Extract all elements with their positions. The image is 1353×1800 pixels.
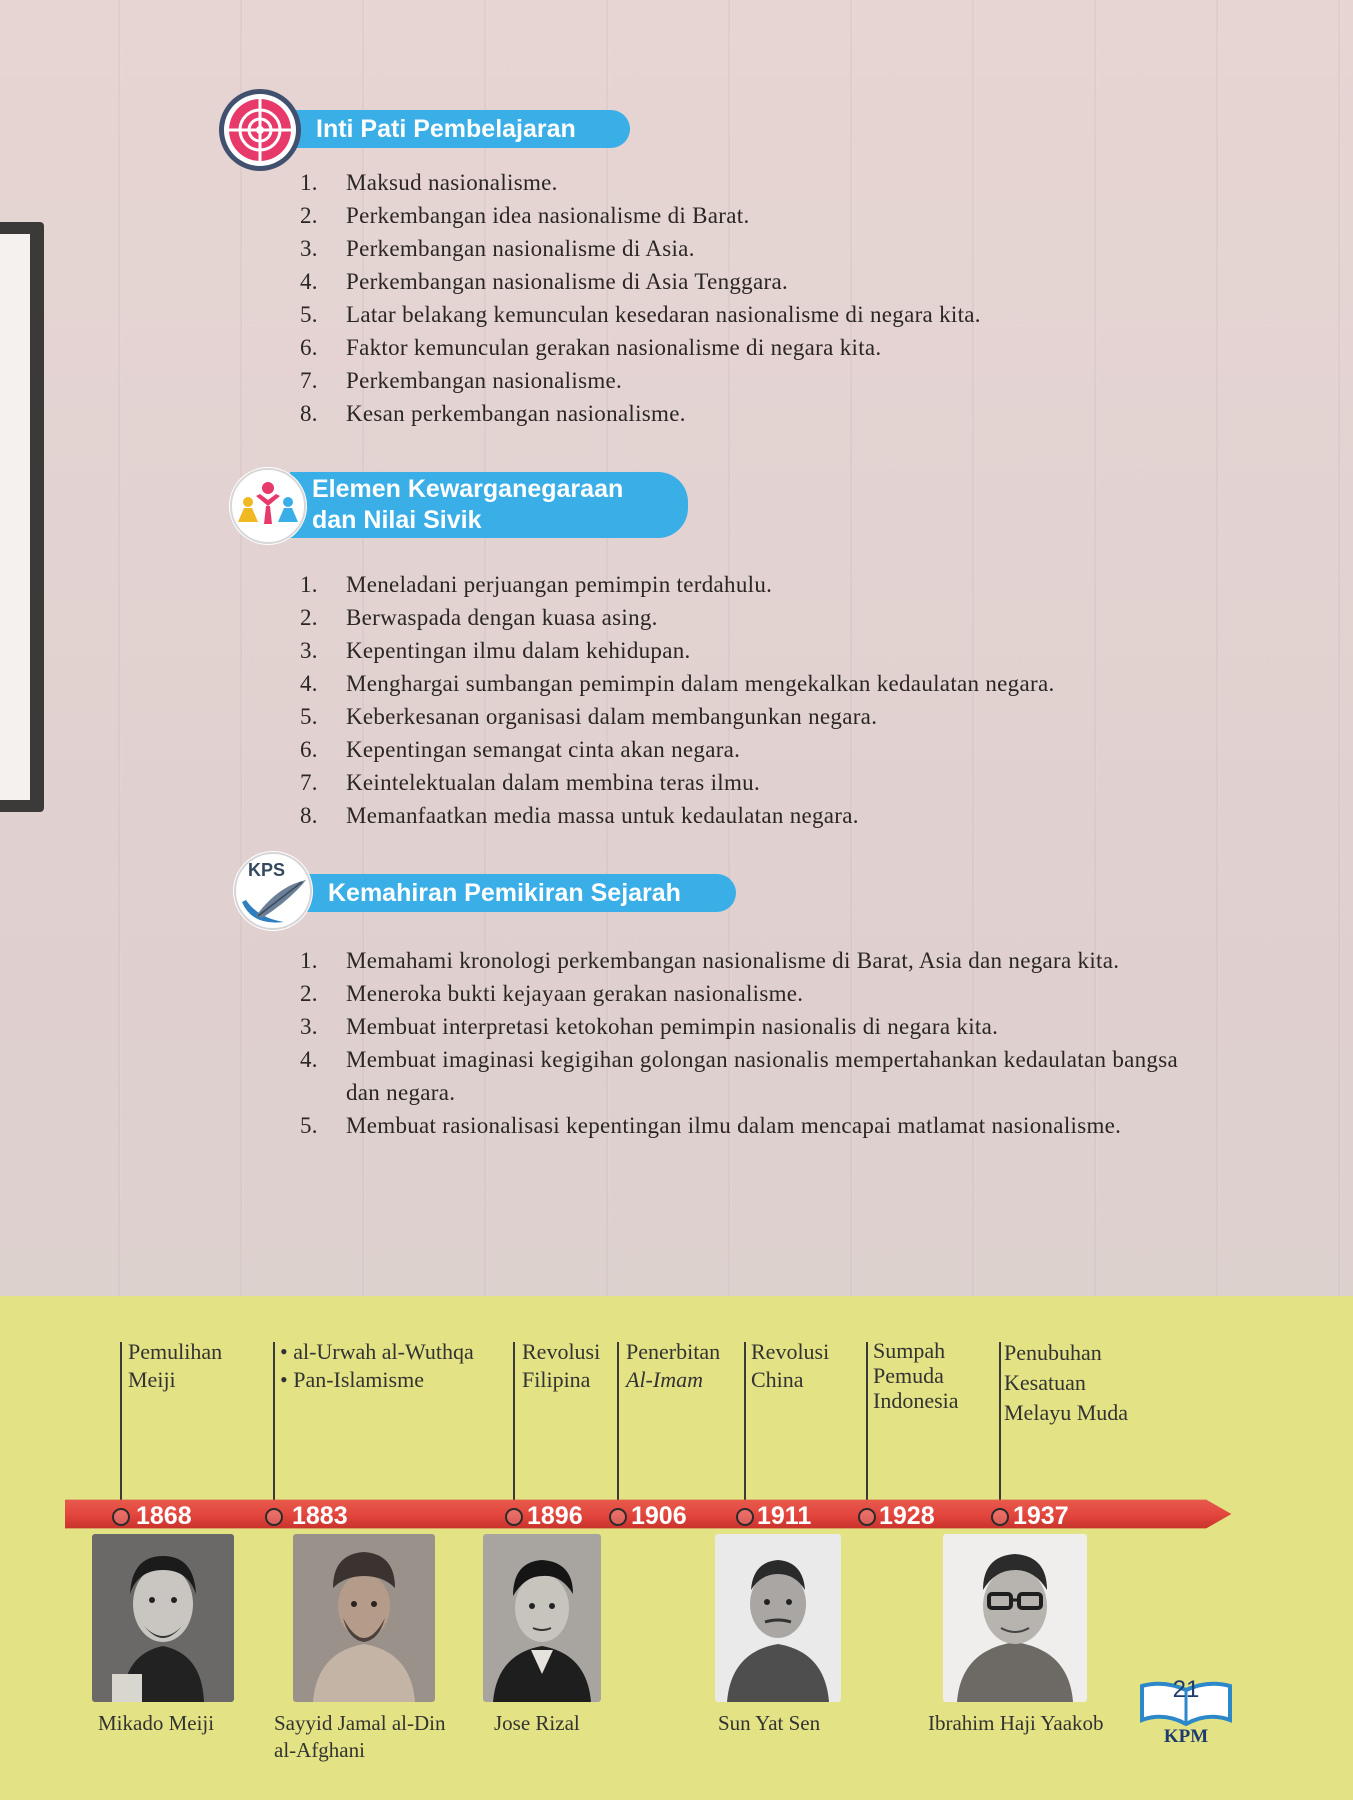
- timeline-event-label: Revolusi Filipina: [522, 1339, 601, 1392]
- timeline-year: 1928: [879, 1502, 935, 1530]
- list-item: 3. Kepentingan ilmu dalam kehidupan.: [300, 638, 691, 663]
- timeline-dot: [991, 1508, 1009, 1526]
- list-item: 1. Meneladani perjuangan pemimpin terdahulu.: [300, 572, 773, 597]
- list-item: 6. Faktor kemunculan gerakan nasionalisme di negara kita.: [300, 335, 882, 360]
- list-item: 7. Perkembangan nasionalisme.: [300, 368, 623, 393]
- list-item: 2. Berwaspada dengan kuasa asing.: [300, 605, 658, 630]
- timeline-dot: [265, 1508, 283, 1526]
- section-header-inti-pati: [218, 110, 630, 148]
- timeline-year: 1896: [527, 1502, 583, 1530]
- portrait-jose-rizal: [483, 1534, 601, 1702]
- section-header-bar: [290, 110, 630, 148]
- list-item: 2. Meneroka bukti kejayaan gerakan nasionalisme.: [300, 981, 804, 1006]
- section-title: Inti Pati Pembelajaran: [316, 115, 576, 143]
- portrait-caption: Sayyid Jamal al-Din al-Afghani: [274, 1711, 446, 1762]
- list-item: 5. Keberkesanan organisasi dalam membangunkan negara.: [300, 704, 878, 729]
- portrait-mikado-meiji: [92, 1534, 234, 1702]
- timeline-dot: [858, 1508, 876, 1526]
- list-item: 7. Keintelektualan dalam membina teras ilmu.: [300, 770, 761, 795]
- page-number: 21: [1172, 1676, 1200, 1703]
- left-page-frame-inner: [0, 234, 30, 800]
- timeline-event-label: Sumpah Pemuda Indonesia: [873, 1338, 959, 1413]
- list-item: 5. Latar belakang kemunculan kesedaran nasionalisme di negara kita.: [300, 302, 981, 327]
- list-item: 4. Menghargai sumbangan pemimpin dalam mengekalkan kedaulatan negara.: [300, 671, 1055, 696]
- section-title-line2: dan Nilai Sivik: [312, 506, 482, 534]
- section-title-line1: Elemen Kewarganegaraan: [312, 475, 624, 503]
- elemen-list: [300, 568, 1200, 832]
- timeline-event-label: Penerbitan Al-Imam: [626, 1339, 721, 1392]
- timeline-year: 1937: [1013, 1502, 1069, 1530]
- list-item: 4. Perkembangan nasionalisme di Asia Tenggara.: [300, 269, 789, 294]
- list-item: 3. Perkembangan nasionalisme di Asia.: [300, 236, 695, 261]
- kps-list: [300, 944, 1178, 1142]
- portrait-caption: Ibrahim Haji Yaakob: [928, 1711, 1104, 1735]
- timeline-dot: [112, 1508, 130, 1526]
- kps-icon-text: KPS: [248, 860, 286, 880]
- timeline-event-label: Pemulihan Meiji: [128, 1339, 223, 1392]
- timeline-dot: [505, 1508, 523, 1526]
- list-item: 8. Memanfaatkan media massa untuk kedaulatan negara.: [300, 803, 859, 828]
- list-item: 3. Membuat interpretasi ketokohan pemimpin nasionalis di negara kita.: [300, 1014, 999, 1039]
- timeline-year: 1883: [292, 1502, 348, 1530]
- timeline-connector: [513, 1342, 515, 1508]
- list-item: 6. Kepentingan semangat cinta akan negara.: [300, 737, 741, 762]
- section-header-kps: [232, 860, 736, 912]
- list-item: 2. Perkembangan idea nasionalisme di Barat.: [300, 203, 750, 228]
- portrait-ibrahim-haji-yaakob: [943, 1534, 1087, 1702]
- timeline-year: 1868: [136, 1502, 192, 1530]
- timeline-event-label: Revolusi China: [751, 1339, 830, 1392]
- section-header-bar: [290, 472, 688, 538]
- timeline-dot: [736, 1508, 754, 1526]
- section-title: Kemahiran Pemikiran Sejarah: [328, 879, 681, 907]
- list-item: 1. Memahami kronologi perkembangan nasionalisme di Barat, Asia dan negara kita.: [300, 948, 1120, 973]
- list-item: 4. Membuat imaginasi kegigihan golongan nasionalis mempertahankan kedaulatan bangsa dan negara.: [300, 1047, 1178, 1105]
- target-icon: [218, 88, 302, 172]
- left-page-frame: [0, 222, 44, 812]
- timeline-connector: [617, 1342, 619, 1508]
- portrait-sun-yat-sen: [715, 1534, 841, 1702]
- portrait-caption: Sun Yat Sen: [718, 1711, 821, 1735]
- timeline-connector: [999, 1342, 1001, 1508]
- timeline-year: 1906: [631, 1502, 687, 1530]
- list-item: 1. Maksud nasionalisme.: [300, 170, 558, 195]
- publisher-label: KPM: [1163, 1726, 1209, 1747]
- timeline-event-label: • al-Urwah al-Wuthqa • Pan-Islamisme: [280, 1339, 474, 1392]
- timeline-dot: [609, 1508, 627, 1526]
- timeline-connector: [744, 1342, 746, 1508]
- timeline-connector: [866, 1342, 868, 1508]
- timeline-connector: [120, 1342, 122, 1508]
- timeline-event-label: Penubuhan Kesatuan Melayu Muda: [1004, 1340, 1129, 1425]
- portrait-sayyid-jamal: [293, 1534, 435, 1702]
- people-group-icon: [228, 466, 308, 546]
- timeline-year: 1911: [757, 1502, 812, 1530]
- section-header-elemen: [228, 472, 688, 538]
- section-header-bar: [298, 874, 736, 912]
- intipati-list: [300, 166, 1200, 430]
- timeline-connector: [273, 1342, 275, 1508]
- list-item: 8. Kesan perkembangan nasionalisme.: [300, 401, 686, 426]
- list-item: 5. Membuat rasionalisasi kepentingan ilmu dalam mencapai matlamat nasionalisme.: [300, 1113, 1122, 1138]
- portrait-caption: Mikado Meiji: [98, 1711, 215, 1735]
- portrait-caption: Jose Rizal: [494, 1711, 580, 1735]
